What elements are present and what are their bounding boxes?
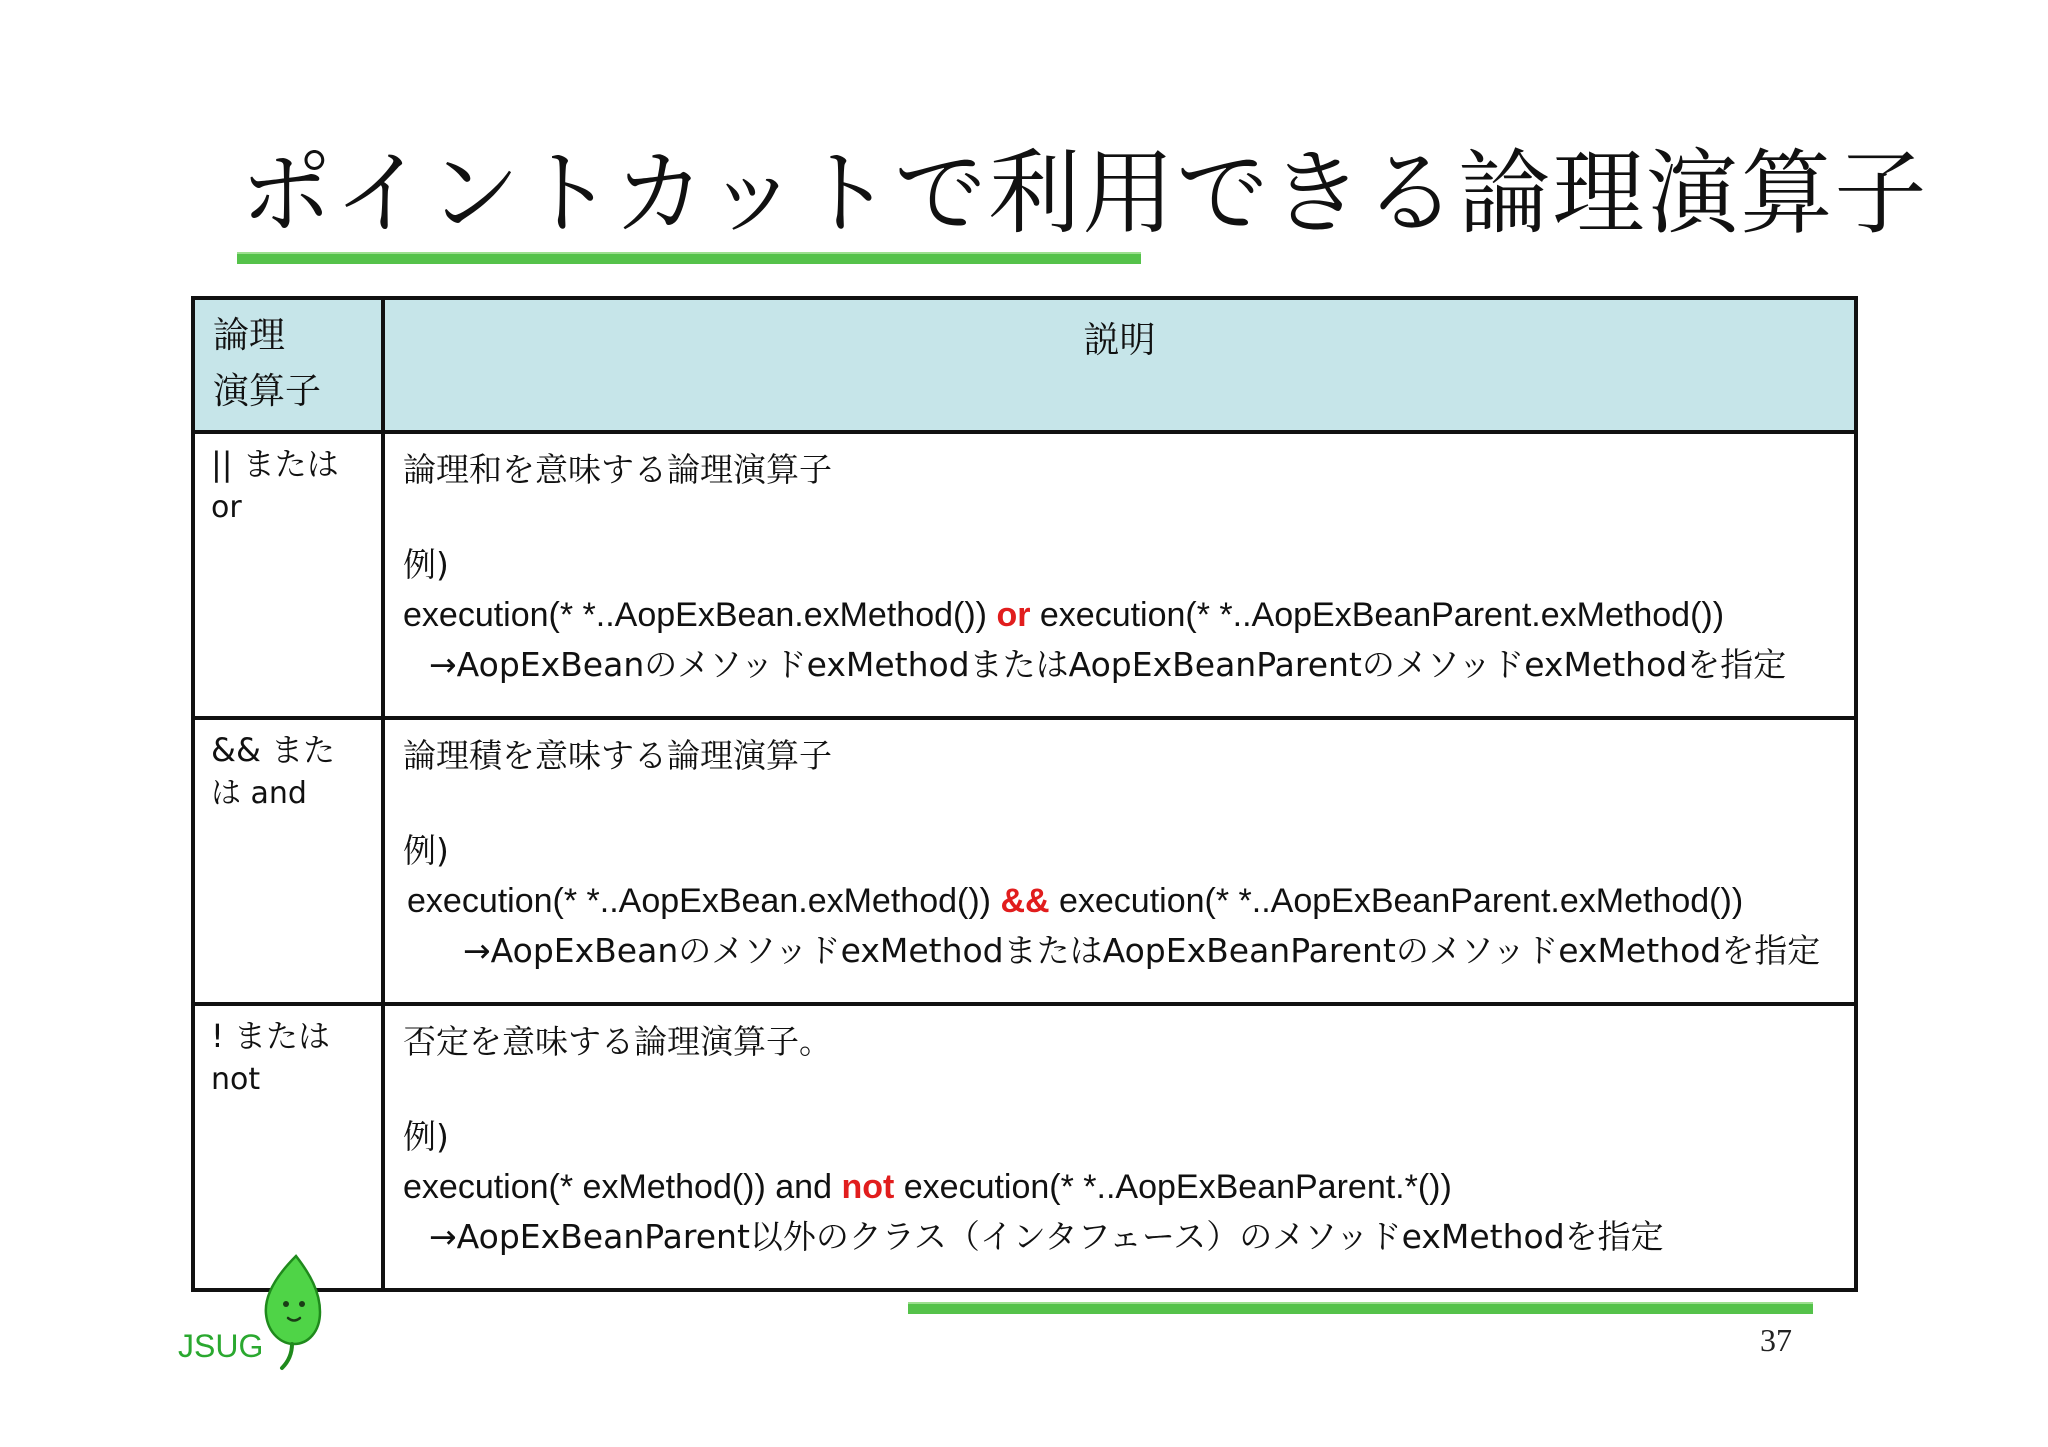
footer-rule (908, 1302, 1813, 1314)
description-cell (383, 432, 1856, 718)
header-description: 説明 (383, 298, 1856, 432)
example-label: 例) (403, 545, 449, 584)
table-row (193, 432, 1856, 718)
table-row (193, 718, 1856, 1004)
description-text: 論理和を意味する論理演算子 (403, 450, 832, 489)
operator-keyword: not (211, 1062, 261, 1097)
example-result: →AopExBeanのメソッドexMethodまたはAopExBeanParentのメソッドexMethodを指定 (429, 645, 1787, 684)
description-cell (383, 718, 1856, 1004)
operator-cell (193, 718, 383, 1004)
example-label: 例) (403, 831, 449, 870)
operator-symbol: && また (211, 731, 336, 769)
jsug-logo (178, 1252, 328, 1382)
logo-text: JSUG (178, 1328, 264, 1364)
operator-cell (193, 1004, 383, 1290)
operator-cell (193, 432, 383, 718)
description-text: 否定を意味する論理演算子。 (403, 1022, 832, 1061)
example-expression: execution(* *..AopExBean.exMethod()) && execution(* *..AopExBeanParent.exMethod()) (407, 882, 1744, 920)
operator-symbol: || または (211, 445, 339, 483)
example-expression: execution(* *..AopExBean.exMethod()) or execution(* *..AopExBeanParent.exMethod()) (403, 596, 1725, 634)
description-cell (383, 1004, 1856, 1290)
keyword-highlight: && (1000, 882, 1050, 920)
header-operator (193, 298, 383, 432)
keyword-highlight: not (841, 1168, 895, 1206)
example-result: →AopExBeanのメソッドexMethodまたはAopExBeanParentのメソッドexMethodを指定 (463, 931, 1821, 970)
header-operator-line2: 演算子 (213, 371, 322, 412)
table-row (193, 1004, 1856, 1290)
example-label: 例) (403, 1117, 449, 1156)
operators-table (191, 296, 1858, 1292)
header-operator-line1: 論理 (213, 315, 286, 356)
keyword-highlight: or (996, 596, 1031, 634)
title-underline (237, 252, 1141, 264)
example-result: →AopExBeanParent以外のクラス（インタフェース）のメソッドexMethodを指定 (429, 1217, 1664, 1256)
operator-keyword: は and (211, 776, 307, 811)
leaf-mascot-icon (258, 1252, 328, 1372)
operator-keyword: or (211, 490, 242, 525)
table-header-row (193, 298, 1856, 432)
page-number: 37 (1760, 1322, 1792, 1358)
description-text: 論理積を意味する論理演算子 (403, 736, 832, 775)
operator-symbol: ! または (211, 1017, 331, 1055)
example-expression: execution(* exMethod()) and not execution(* *..AopExBeanParent.*()) (403, 1168, 1452, 1206)
slide-title: ポイントカットで利用できる論理演算子 (240, 140, 1929, 247)
